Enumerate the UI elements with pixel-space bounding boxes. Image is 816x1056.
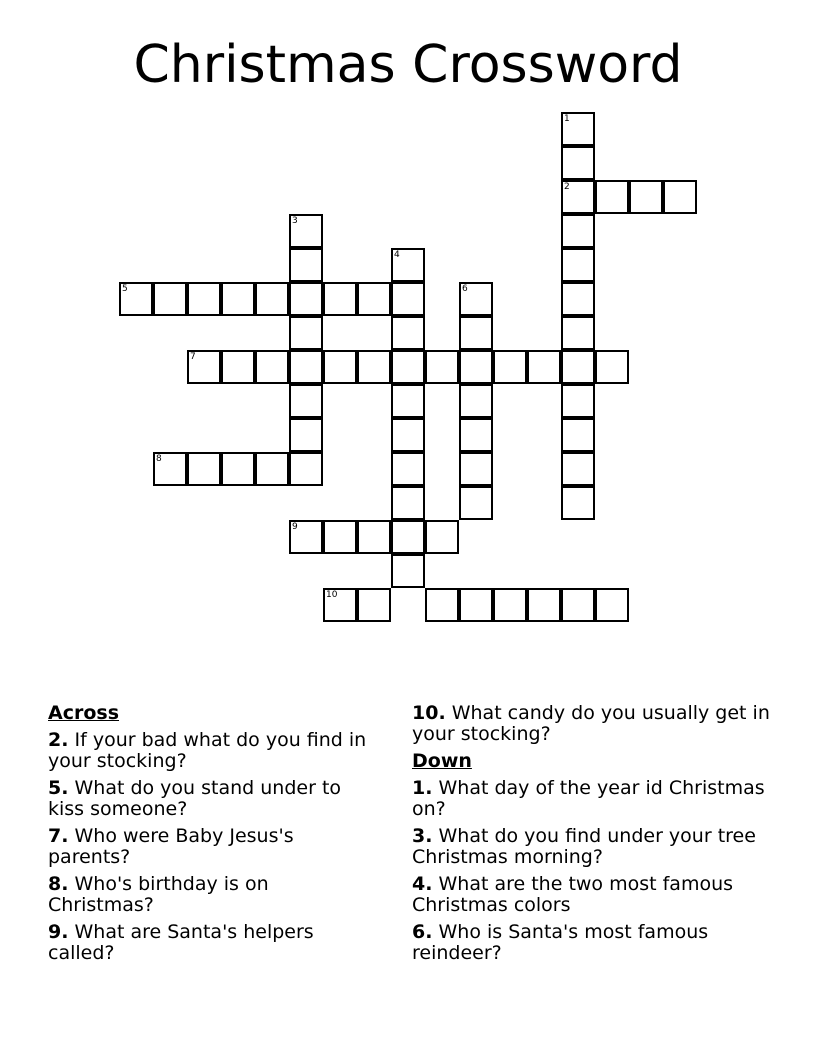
grid-cell[interactable] [561,316,595,350]
grid-cell[interactable] [289,350,323,384]
grid-cell[interactable] [561,486,595,520]
grid-cell[interactable] [493,350,527,384]
grid-cell[interactable] [391,520,425,554]
grid-cell[interactable] [153,282,187,316]
grid-cell[interactable] [459,486,493,520]
grid-cell[interactable] [561,214,595,248]
grid-cell[interactable] [561,146,595,180]
grid-cell[interactable] [391,316,425,350]
grid-cell[interactable] [391,384,425,418]
clue-across-10 [412,703,772,745]
grid-cell[interactable] [357,282,391,316]
grid-cell[interactable] [561,112,595,146]
grid-cell[interactable] [187,282,221,316]
cell-number: 6 [462,284,468,294]
grid-cell[interactable] [561,350,595,384]
grid-cell[interactable] [187,452,221,486]
grid-cell[interactable] [357,350,391,384]
grid-cell[interactable] [289,282,323,316]
down-heading: Down [412,750,472,772]
grid-cell[interactable] [425,588,459,622]
clue-number: 2. [48,729,69,751]
grid-cell[interactable] [255,282,289,316]
grid-cell[interactable] [221,452,255,486]
cell-number: 1 [564,114,570,124]
grid-cell[interactable] [357,520,391,554]
grid-cell[interactable] [289,452,323,486]
grid-cell[interactable] [425,350,459,384]
clue-down-3 [412,826,772,868]
grid-cell[interactable] [561,282,595,316]
clue-text: Who's birthday is on Christmas? [48,873,269,916]
grid-cell[interactable] [289,214,323,248]
clue-across-9 [48,922,378,964]
clue-down-6 [412,922,772,964]
grid-cell[interactable] [595,350,629,384]
clue-text: Who is Santa's most famous reindeer? [412,921,709,964]
grid-cell[interactable] [187,350,221,384]
grid-cell[interactable] [323,520,357,554]
clue-across-7 [48,826,378,868]
clue-number: 3. [412,825,433,847]
grid-cell[interactable] [459,418,493,452]
clues-column-right [412,703,772,970]
grid-cell[interactable] [391,350,425,384]
grid-cell[interactable] [221,282,255,316]
cell-number: 9 [292,522,298,532]
grid-cell[interactable] [595,180,629,214]
cell-number: 3 [292,216,298,226]
clue-text: What day of the year id Christmas on? [412,777,765,820]
clue-number: 7. [48,825,69,847]
grid-cell[interactable] [289,316,323,350]
cell-number: 8 [156,454,162,464]
grid-cell[interactable] [561,588,595,622]
grid-cell[interactable] [561,248,595,282]
grid-cell[interactable] [391,486,425,520]
grid-cell[interactable] [595,588,629,622]
grid-cell[interactable] [391,554,425,588]
grid-cell[interactable] [289,520,323,554]
clue-number: 9. [48,921,69,943]
page-title: Christmas Crossword [133,35,683,95]
grid-cell[interactable] [459,452,493,486]
clue-across-2 [48,730,378,772]
cell-number: 7 [190,352,196,362]
clue-number: 10. [412,702,446,724]
grid-cell[interactable] [425,520,459,554]
clue-down-4 [412,874,772,916]
grid-cell[interactable] [391,452,425,486]
clue-number: 6. [412,921,433,943]
cell-number: 5 [122,284,128,294]
cell-number: 10 [326,590,338,600]
clue-number: 5. [48,777,69,799]
grid-cell[interactable] [459,588,493,622]
grid-cell[interactable] [323,588,357,622]
grid-cell[interactable] [459,316,493,350]
clue-text: Who were Baby Jesus's parents? [48,825,294,868]
grid-cell[interactable] [119,282,153,316]
clue-text: What candy do you usually get in your stocking? [412,702,770,745]
grid-cell[interactable] [391,418,425,452]
grid-cell[interactable] [289,418,323,452]
grid-cell[interactable] [391,282,425,316]
grid-cell[interactable] [459,384,493,418]
grid-cell[interactable] [663,180,697,214]
grid-cell[interactable] [391,248,425,282]
clue-number: 8. [48,873,69,895]
grid-cell[interactable] [289,384,323,418]
clues-column-left [48,703,378,970]
grid-cell[interactable] [561,418,595,452]
grid-cell[interactable] [527,350,561,384]
cell-number: 4 [394,250,400,260]
grid-cell[interactable] [221,350,255,384]
grid-cell[interactable] [289,248,323,282]
grid-cell[interactable] [459,282,493,316]
grid-cell[interactable] [323,282,357,316]
clue-text: What are Santa's helpers called? [48,921,314,964]
grid-cell[interactable] [153,452,187,486]
grid-cell[interactable] [493,588,527,622]
grid-cell[interactable] [255,350,289,384]
clue-text: What do you stand under to kiss someone? [48,777,342,820]
clue-across-8 [48,874,378,916]
clue-down-1 [412,778,772,820]
grid-cell[interactable] [459,350,493,384]
clue-number: 4. [412,873,433,895]
grid-cell[interactable] [561,180,595,214]
grid-cell[interactable] [527,588,561,622]
grid-cell[interactable] [357,588,391,622]
grid-cell[interactable] [323,350,357,384]
clue-across-5 [48,778,378,820]
clue-text: What do you find under your tree Christmas morning? [412,825,756,868]
grid-cell[interactable] [629,180,663,214]
cell-number: 2 [564,182,570,192]
across-heading: Across [48,702,120,724]
grid-cell[interactable] [255,452,289,486]
grid-cell[interactable] [561,384,595,418]
grid-cell[interactable] [561,452,595,486]
clue-text: What are the two most famous Christmas colors [412,873,734,916]
clue-text: If your bad what do you find in your stocking? [48,729,367,772]
clue-number: 1. [412,777,433,799]
